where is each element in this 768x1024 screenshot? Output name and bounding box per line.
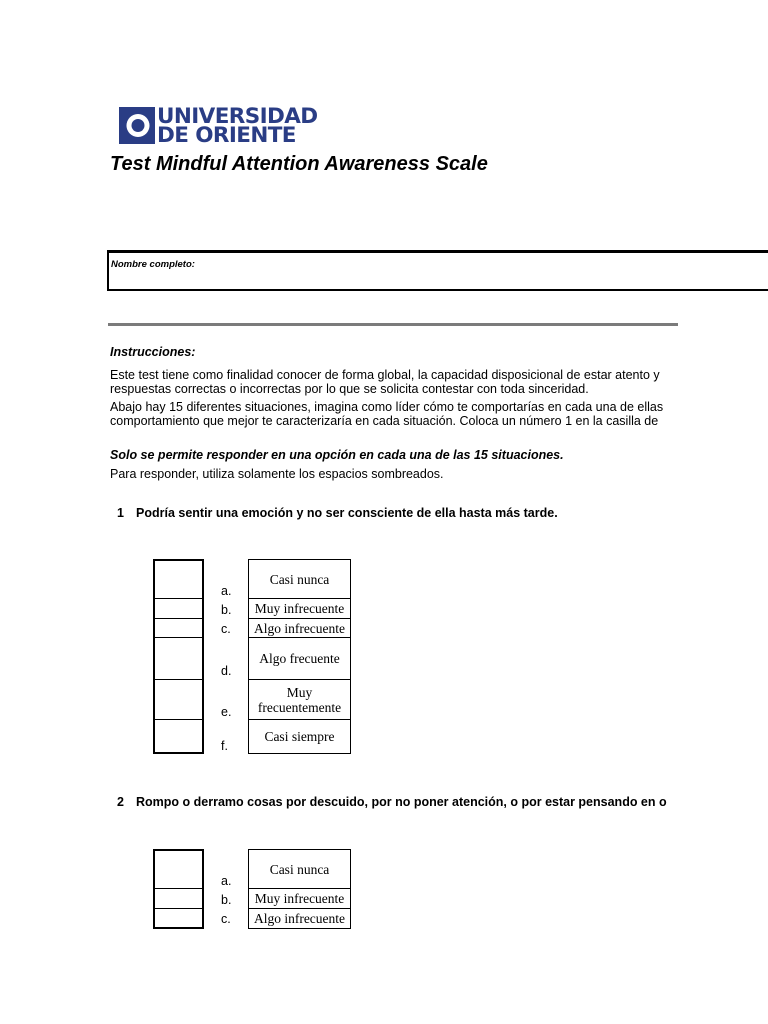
option-label: Muy frecuentemente xyxy=(248,679,351,720)
name-field-label: Nombre completo: xyxy=(111,259,195,270)
option-label: Algo infrecuente xyxy=(248,908,351,929)
answer-box-1f[interactable] xyxy=(153,720,204,754)
instructions-paragraph-2 xyxy=(110,400,678,428)
option-label: Algo infrecuente xyxy=(248,618,351,638)
question-text: Podría sentir una emoción y no ser consciente de ella hasta más tarde. xyxy=(136,506,558,520)
instructions-heading: Instrucciones: xyxy=(110,345,196,359)
answer-box-2a[interactable] xyxy=(153,849,204,889)
option-label: Casi siempre xyxy=(248,719,351,754)
question-number: 1 xyxy=(117,506,124,520)
instructions-p2-line-2: comportamiento que mejor te caracterizaría en cada situación. Coloca un número 1 en la casilla de xyxy=(110,414,659,428)
option-letter: f. xyxy=(221,739,228,753)
logo-text xyxy=(157,104,318,148)
instructions-paragraph-1 xyxy=(110,368,678,396)
answer-box-1b[interactable] xyxy=(153,599,204,619)
logo-line-1: UNIVERSIDAD xyxy=(157,104,318,129)
single-answer-note: Solo se permite responder en una opción en cada una de las 15 situaciones. xyxy=(110,448,564,462)
answer-box-1e[interactable] xyxy=(153,680,204,720)
instructions-p1-line-1: Este test tiene como finalidad conocer de forma global, la capacidad disposicional de estar atento y xyxy=(110,368,660,382)
option-letter: c. xyxy=(221,912,231,926)
answer-box-2b[interactable] xyxy=(153,889,204,909)
option-label: Muy infrecuente xyxy=(248,598,351,619)
option-letter: b. xyxy=(221,603,232,617)
option-letter: c. xyxy=(221,622,231,636)
section-divider xyxy=(108,323,678,326)
logo-line-2: DE ORIENTE xyxy=(157,123,296,148)
option-letter: a. xyxy=(221,584,232,598)
page-title: Test Mindful Attention Awareness Scale xyxy=(110,153,488,175)
option-label: Casi nunca xyxy=(248,559,351,599)
university-emblem-icon xyxy=(119,107,155,144)
answer-box-1c[interactable] xyxy=(153,619,204,638)
option-label: Casi nunca xyxy=(248,849,351,889)
question-1 xyxy=(117,506,678,520)
instructions-p1-line-2: respuestas correctas o incorrectas por lo que se solicita contestar con toda sinceridad. xyxy=(110,382,589,396)
question-2 xyxy=(117,795,678,809)
answer-box-2c[interactable] xyxy=(153,909,204,929)
answer-box-1a[interactable] xyxy=(153,559,204,599)
option-letter: b. xyxy=(221,893,232,907)
option-label: Algo frecuente xyxy=(248,637,351,680)
option-letter: d. xyxy=(221,664,232,678)
question-number: 2 xyxy=(117,795,124,809)
answer-box-1d[interactable] xyxy=(153,638,204,680)
option-letter: e. xyxy=(221,705,232,719)
respond-note: Para responder, utiliza solamente los espacios sombreados. xyxy=(110,467,444,481)
option-letter: a. xyxy=(221,874,232,888)
question-text: Rompo o derramo cosas por descuido, por no poner atención, o por estar pensando en o xyxy=(136,795,667,809)
name-field[interactable] xyxy=(107,250,768,291)
instructions-p2-line-1: Abajo hay 15 diferentes situaciones, imagina como líder cómo te comportarías en cada una de ellas xyxy=(110,400,664,414)
option-label: Muy infrecuente xyxy=(248,888,351,909)
university-logo xyxy=(119,104,318,148)
